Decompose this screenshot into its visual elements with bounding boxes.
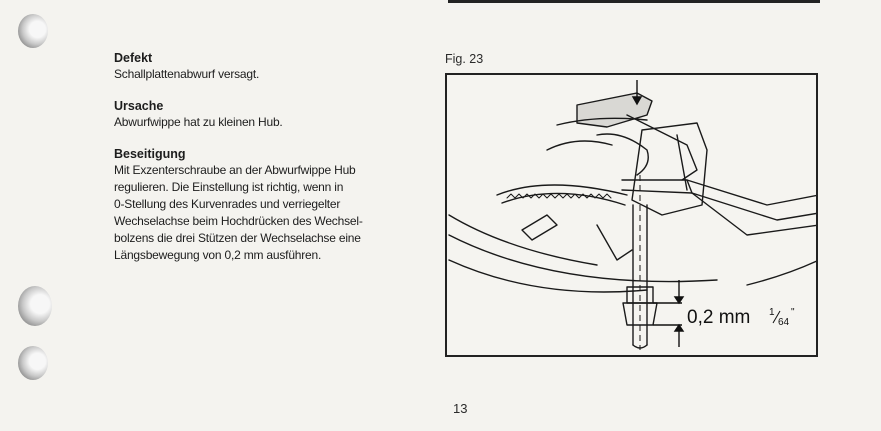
section-body [114,114,404,131]
section-beseitigung [114,146,404,264]
page-number: 13 [453,401,468,416]
body-line: Mit Exzenterschraube an der Abwurfwippe Hub [114,163,356,177]
body-line: bolzens die drei Stützen der Wechselachse eine [114,231,361,245]
section-ursache [114,98,404,131]
section-body [114,66,404,83]
body-line: Wechselachse beim Hochdrücken des Wechsel- [114,214,363,228]
fraction-numerator: 1 [769,307,775,318]
figure-label: Fig. 23 [445,52,484,66]
platter-edge [449,235,717,282]
body-line: 0-Stellung des Kurvenrades und verriegelter [114,197,341,211]
top-rule [448,0,820,3]
punch-hole [18,286,52,326]
dimension-label: 0,2 mm [687,307,751,328]
section-heading: Ursache [114,99,164,113]
section-defekt [114,50,404,83]
punch-hole [18,346,48,380]
body-line: Abwurfwippe hat zu kleinen Hub. [114,115,283,129]
mechanism-drawing [447,75,818,357]
fraction-denominator: 64 [778,317,790,328]
figure-23 [445,73,818,357]
body-line: Schallplattenabwurf versagt. [114,67,260,81]
fraction-inch-mark: " [791,307,795,318]
section-heading: Beseitigung [114,147,186,161]
body-line: Längsbewegung von 0,2 mm ausführen. [114,248,322,262]
section-body [114,162,404,264]
body-line: regulieren. Die Einstellung ist richtig, wenn in [114,180,344,194]
punch-hole [18,14,48,48]
section-heading: Defekt [114,51,153,65]
